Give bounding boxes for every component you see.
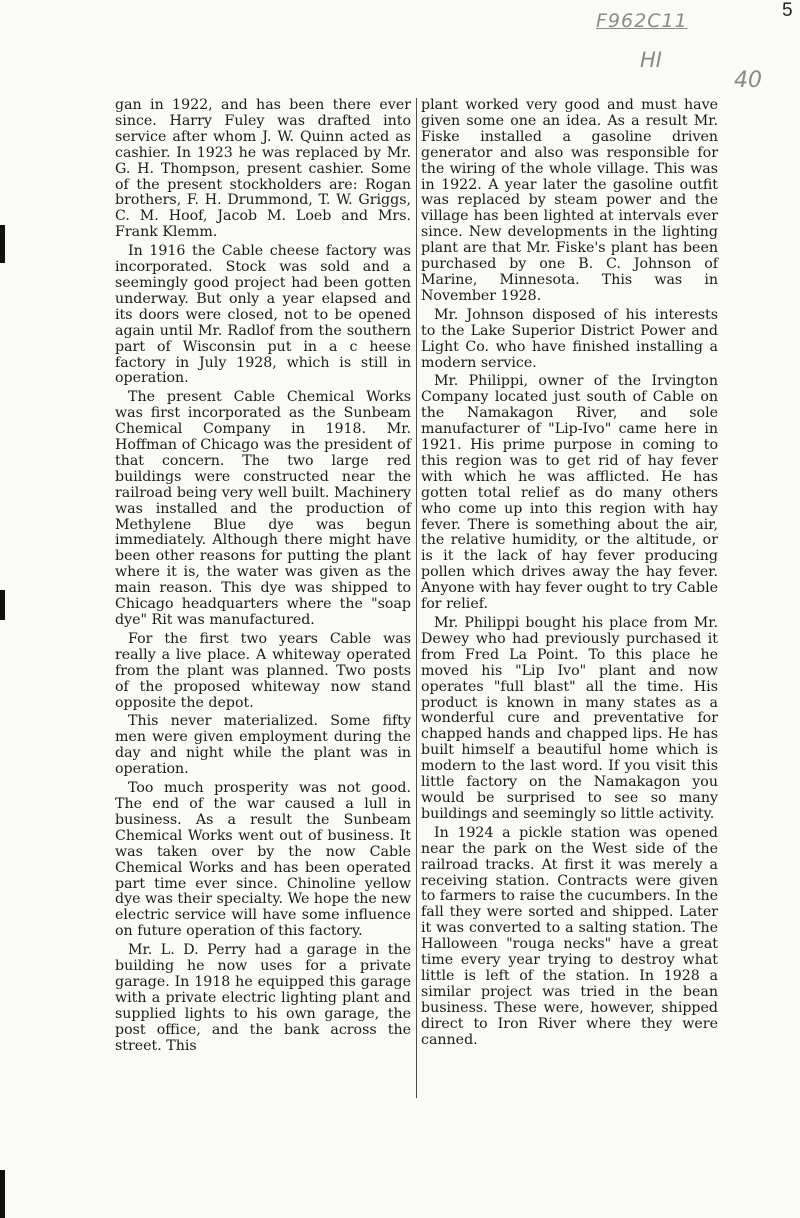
right-paragraph: plant worked very good and must have given some one an idea. As a result Mr. Fiske installed a gasoline driven generator and also was responsible for the wiring of the whole village. This was in 1922. A year later the gasoline outfit was replaced by steam power and the village has been lighted at intervals ever since. New developments in the lighting plant are that Mr. Fiske's plant has been purchased by one B. C. Johnson of Marine, Minnesota. This was in November 1928. xyxy=(421,97,718,304)
left-column xyxy=(115,98,411,1057)
scan-edge-mark-middle xyxy=(0,590,5,620)
page-number: 5 xyxy=(782,0,793,21)
left-paragraph: In 1916 the Cable cheese factory was incorporated. Stock was sold and a seemingly good project had been gotten underway. But only a year elapsed and its doors were closed, not to be opened again until Mr. Radlof from the southern part of Wisconsin put in a c heese factory in July 1928, which is still in operation. xyxy=(115,243,411,387)
left-paragraph: Mr. L. D. Perry had a garage in the building he now uses for a private garage. In 1918 he equipped this garage with a private electric lighting plant and supplied lights to his own garage, the post office, and the bank across the street. This xyxy=(115,942,411,1054)
left-paragraph: The present Cable Chemical Works was first incorporated as the Sunbeam Chemical Company in 1918. Mr. Hoffman of Chicago was the president of that concern. The two large red buildings were constructed near the railroad being very well built. Machinery was installed and the production of Methylene Blue dye was begun immediately. Although there might have been other reasons for putting the plant where it is, the water was given as the main reason. This dye was shipped to Chicago headquarters where the "soap dye" Rit was manufactured. xyxy=(115,389,411,628)
right-paragraph: Mr. Philippi bought his place from Mr. Dewey who had previously purchased it from Fred La Point. To this place he moved his "Lip Ivo" plant and now operates "full blast" all the time. His product is known in many states as a wonderful cure and preventative for chapped hands and chapped lips. He has built himself a beautiful home which is modern to the last word. If you visit this little factory on the Namakagon you would be surprised to see so many buildings and seemingly so little activity. xyxy=(421,615,718,822)
pencil-annotation-code: F962C11 xyxy=(596,10,688,32)
pencil-annotation-number: 40 xyxy=(734,68,762,93)
left-paragraph: For the first two years Cable was really a live place. A whiteway operated from the plant was planned. Two posts of the proposed whiteway now stand opposite the depot. xyxy=(115,630,411,711)
column-rule xyxy=(416,98,417,1098)
pencil-annotation-section: HI xyxy=(640,48,662,72)
left-paragraph: Too much prosperity was not good. The end of the war caused a lull in business. As a result the Sunbeam Chemical Works went out of business. It was taken over by the now Cable Chemical Works and has been operated part time ever since. Chinoline yellow dye was their specialty. We hope the new electric service will have some influence on future operation of this factory. xyxy=(115,780,411,940)
scan-edge-mark-top xyxy=(0,225,5,263)
right-paragraph: Mr. Johnson disposed of his interests to the Lake Superior District Power and Light Co. who have finished installing a modern service. xyxy=(421,306,718,371)
right-paragraph: In 1924 a pickle station was opened near the park on the West side of the railroad tracks. At first it was merely a receiving station. Contracts were given to farmers to raise the cucumbers. In the fall they were sorted and shipped. Later it was converted to a salting station. The Halloween "rouga necks" have a great time every year trying to destroy what little is left of the station. In 1928 a similar project was tried in the bean business. These were, however, shipped direct to Iron River where they were canned. xyxy=(421,824,718,1048)
left-paragraph: gan in 1922, and has been there ever since. Harry Fuley was drafted into service after whom J. W. Quinn acted as cashier. In 1923 he was replaced by Mr. G. H. Thompson, present cashier. Some of the present stockholders are: Rogan brothers, F. H. Drummond, T. W. Griggs, C. M. Hoof, Jacob M. Loeb and Mrs. Frank Klemm. xyxy=(115,97,411,241)
scan-edge-mark-bottom xyxy=(0,1170,5,1218)
right-paragraph: Mr. Philippi, owner of the Irvington Company located just south of Cable on the Namakagon River, and sole manufacturer of "Lip-Ivo" came here in 1921. His prime purpose in coming to this region was to get rid of hay fever with which he was afflicted. He has gotten total relief as do many others who come up into this region with hay fever. There is something about the air, the relative humidity, or the altitude, or is it the lack of hay fever producing pollen which drives away the hay fever. Anyone with hay fever ought to try Cable for relief. xyxy=(421,373,718,613)
right-column xyxy=(421,98,718,1051)
left-paragraph: This never materialized. Some fifty men were given employment during the day and night while the plant was in operation. xyxy=(115,713,411,778)
